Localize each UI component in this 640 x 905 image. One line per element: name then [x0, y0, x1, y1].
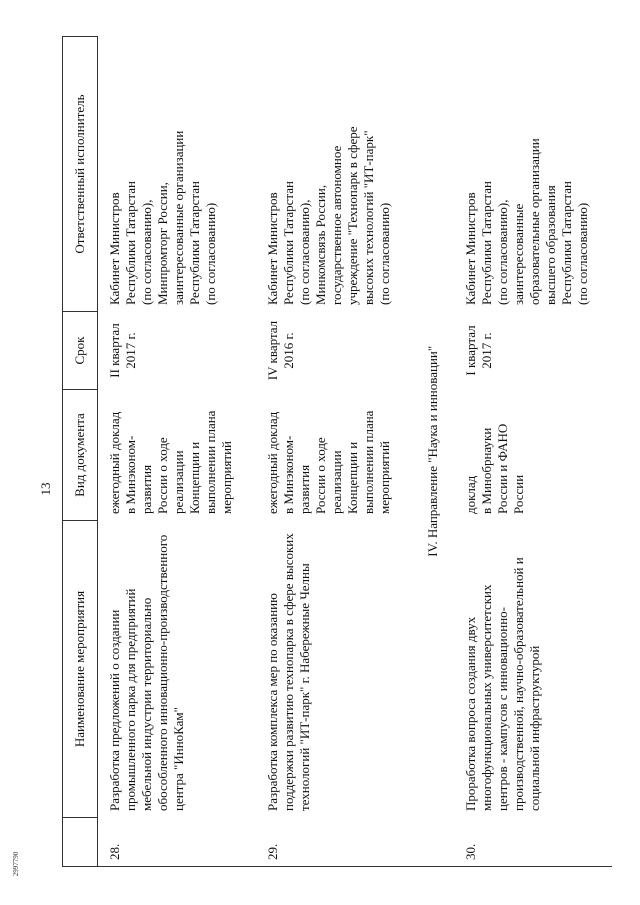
- measure-name: Разработка предложений о создании промышленного парка для предприятий мебельной индустрии территориально обособленного инновационно-производственного центра "ИнноКам": [107, 534, 186, 811]
- measure-name: Проработка вопроса создания двух многофункциональных университетских центров - кампусов с инновационно- производственной, научно-образовательной и социальной инфраструктурой: [463, 557, 543, 811]
- rotated-table-container: [62, 37, 612, 867]
- document-type: ежегодный доклад в Минэконом- развития России о ходе реализации Концепции и выполнении плана мероприятий: [107, 410, 234, 514]
- table-row: [454, 37, 612, 867]
- executor: Кабинет Министров Республики Татарстан (по согласованию), заинтересованные образовательные организации высшего образования Республики Татарстан (по согласованию): [463, 138, 591, 305]
- row-number: 30.: [454, 818, 612, 867]
- table-header-row: [63, 37, 98, 867]
- header-executor: Ответственный исполнитель: [63, 37, 98, 312]
- executor: Кабинет Министров Республики Татарстан (по согласованию), Минпромторг России, заинтересованные организации Республики Татарстан (по согласованию): [107, 130, 218, 305]
- row-number: 29.: [256, 818, 414, 867]
- table-row: [256, 37, 414, 867]
- header-document-type: Вид документа: [63, 390, 98, 521]
- term: I квартал 2017 г.: [463, 325, 495, 376]
- document-id: 2997790: [12, 851, 20, 877]
- section-heading-row: [413, 37, 454, 867]
- row-number: 28.: [98, 818, 256, 867]
- table-row: [98, 37, 256, 867]
- page-number: 13: [38, 482, 53, 496]
- measure-name: Разработка комплекса мер по оказанию поддержки развитию технопарка в сфере высоких технологий "ИТ-парк" г. Набережные Челны: [264, 533, 312, 811]
- executor: Кабинет Министров Республики Татарстан (по согласованию), Минкомсвязь России, государственное автономное учреждение "Технопарк в сфере высоких технологий "ИТ-парк" (по согласованию): [264, 126, 392, 305]
- term: IV квартал 2016 г.: [264, 320, 296, 381]
- section-heading: IV. Направление "Наука и инновации": [413, 37, 454, 867]
- term: II квартал 2017 г.: [107, 323, 138, 378]
- header-number: [63, 818, 98, 867]
- header-measure-name: Наименование мероприятия: [63, 521, 98, 818]
- header-term: Срок: [63, 312, 98, 390]
- measures-table: [62, 36, 612, 867]
- document-type: доклад в Минобрнауки России и ФАНО России: [463, 423, 527, 514]
- document-type: ежегодный доклад в Минэконом- развития России о ходе реализации Концепции и выполнении плана мероприятий: [264, 410, 392, 514]
